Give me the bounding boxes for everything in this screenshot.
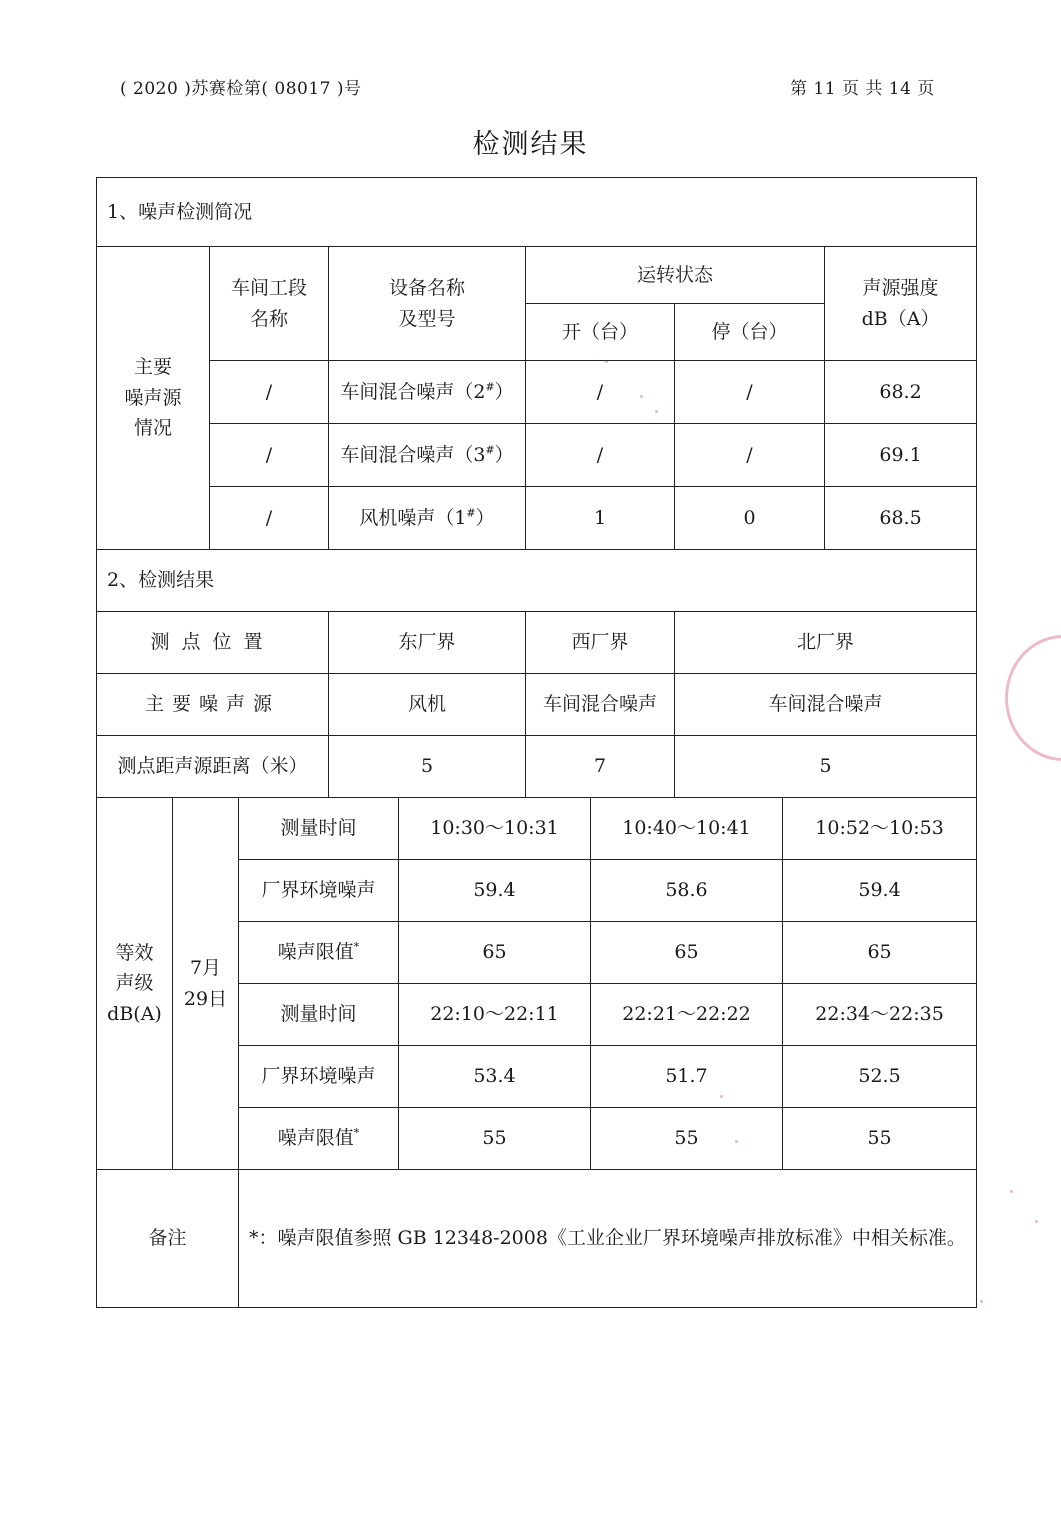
main-noise-source-label: 主要 噪声源 情况 <box>97 247 210 550</box>
page-info: 第 11 页 共 14 页 <box>790 79 935 99</box>
time-label: 测量时间 <box>239 984 399 1046</box>
results-table: 1、噪声检测简况 主要 噪声源 情况 车间工段 名称 设备名称 及型号 运转状态 声源强度 dB（A） 开（台） 停（台） / 车间混合噪声（2#） / / 68.2 / 车间混合噪声（3#） / / 69.1 / 风机噪声（1#） 1 0 68.5 2、检测结果 测点位置 东厂界 西厂界 北厂界 主要噪声源 风机 车间混合噪声 车间混合噪声 测点距声源距离（米） 5 7 5 等效 声级 dB(A) 7月 29日 测量时间 10:30～10:31 10:40～10:41 10:52～10:53 厂界环境噪声 59.4 58.6 59.4 噪声限值* 65 65 65 测量时间 22:10～22:11 22:21～22:22 22:34～22:35 厂界环境噪声 53.4 51.7 52.5 噪声限值* 55 55 55 备注 *：噪声限值参照 GB 12348-2008《工业企业厂界环境噪声排放标准》中相关标准。 <box>96 177 977 1308</box>
distance-label: 测点距声源距离（米） <box>97 736 329 798</box>
remarks-label: 备注 <box>97 1170 239 1308</box>
point-north: 北厂界 <box>675 612 977 674</box>
col-on: 开（台） <box>526 304 675 361</box>
seal-stamp <box>1005 635 1061 761</box>
limit-label: 噪声限值* <box>239 922 399 984</box>
col-intensity: 声源强度 dB（A） <box>825 247 977 361</box>
col-device: 设备名称 及型号 <box>329 247 526 361</box>
col-off: 停（台） <box>675 304 825 361</box>
point-east: 东厂界 <box>329 612 526 674</box>
col-workshop: 车间工段 名称 <box>210 247 329 361</box>
time-label: 测量时间 <box>239 798 399 860</box>
section2-heading: 2、检测结果 <box>97 550 977 612</box>
report-number: ( 2020 )苏赛检第( 08017 )号 <box>120 79 362 99</box>
equivalent-level-label: 等效 声级 dB(A) <box>97 798 173 1170</box>
noise-label: 厂界环境噪声 <box>239 860 399 922</box>
point-west: 西厂界 <box>526 612 675 674</box>
point-location-label: 测点位置 <box>97 612 329 674</box>
col-status: 运转状态 <box>526 247 825 304</box>
page-title: 检测结果 <box>472 129 589 160</box>
limit-label: 噪声限值* <box>239 1108 399 1170</box>
noise-label: 厂界环境噪声 <box>239 1046 399 1108</box>
measure-date: 7月 29日 <box>173 798 239 1170</box>
section1-heading: 1、噪声检测简况 <box>97 178 977 247</box>
main-source-label: 主要噪声源 <box>97 674 329 736</box>
table-row: / 车间混合噪声（2#） / / 68.2 <box>97 361 977 424</box>
remarks-text: *：噪声限值参照 GB 12348-2008《工业企业厂界环境噪声排放标准》中相关标准。 <box>239 1170 977 1308</box>
table-row: / 车间混合噪声（3#） / / 69.1 <box>97 424 977 487</box>
table-row: / 风机噪声（1#） 1 0 68.5 <box>97 487 977 550</box>
